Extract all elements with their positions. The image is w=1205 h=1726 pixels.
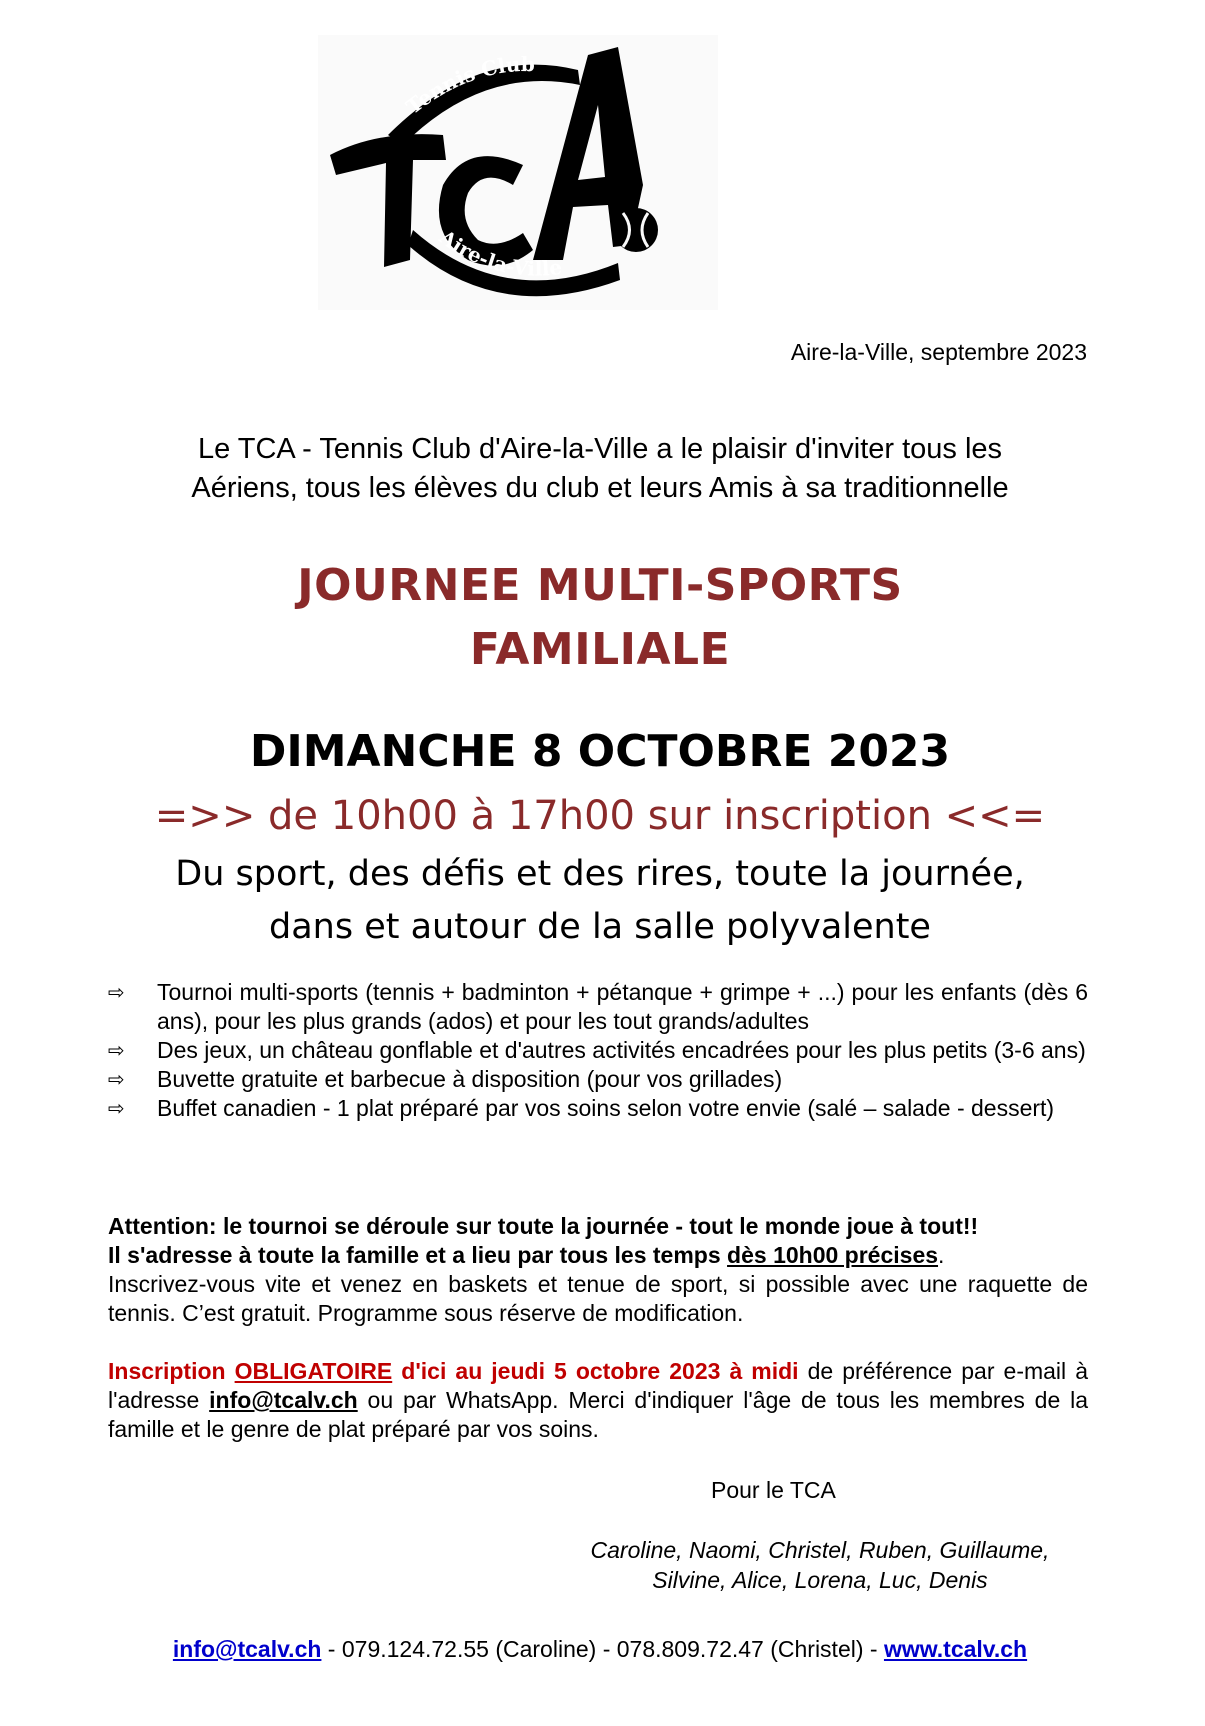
list-item	[108, 1094, 1088, 1123]
event-hours: =>> de 10h00 à 17h00 sur inscription <<=	[154, 793, 1046, 839]
event-title-line-2: FAMILIALE	[469, 624, 731, 675]
list-item	[108, 1036, 1088, 1065]
subtitle-line-1: Du sport, des défis et des rires, toute la journée,	[175, 854, 1025, 894]
date-line: Aire-la-Ville, septembre 2023	[790, 339, 1087, 365]
deadline-text: d'ici au jeudi 5 octobre 2023 à midi	[392, 1358, 799, 1384]
attention-line-2: Il s'adresse à toute la famille et a lieu par tous les temps	[108, 1242, 728, 1268]
arrow-icon: ⇨	[108, 1038, 125, 1062]
footer-email-link[interactable]: info@tcalv.ch	[172, 1636, 322, 1662]
intro-paragraph	[100, 430, 1100, 508]
arrow-icon: ⇨	[108, 1067, 125, 1091]
start-time-emphasis: dès 10h00 précises	[727, 1242, 939, 1268]
inscription-text-a: de préférence par e-mail à l'adresse	[108, 1358, 1088, 1413]
footer-contact	[100, 1636, 1100, 1663]
list-item-text: Buffet canadien - 1 plat préparé par vos soins selon votre envie (salé – salade - dessert)	[157, 1095, 1055, 1121]
signature-line-2: Silvine, Alice, Lorena, Luc, Denis	[652, 1567, 988, 1593]
closing-line: Pour le TCA	[711, 1477, 836, 1503]
mandatory-label: OBLIGATOIRE	[234, 1358, 393, 1384]
attention-details: Inscrivez-vous vite et venez en baskets et tenue de sport, si possible avec une raquette de tennis. C’est gratuit. Programme sous réserve de modification.	[108, 1271, 1088, 1326]
inscription-text-b: ou par WhatsApp. Merci d'indiquer l'âge de tous les membres de la famille et le genre de plat préparé par vos soins.	[108, 1387, 1088, 1442]
club-logo	[318, 35, 718, 310]
subtitle-line-2: dans et autour de la salle polyvalente	[269, 907, 931, 947]
logo-top-text: Tennis Club	[401, 52, 536, 119]
inscription-paragraph	[108, 1357, 1088, 1444]
inscription-label: Inscription	[108, 1358, 235, 1384]
list-item-text: Buvette gratuite et barbecue à disposition (pour vos grillades)	[157, 1066, 783, 1092]
list-item	[108, 1065, 1088, 1094]
list-item-text: Tournoi multi-sports (tennis + badminton + pétanque + grimpe + ...) pour les enfants (dès 6 ans), pour les plus grands (ados) et pour les tout grands/adultes	[157, 979, 1088, 1034]
intro-line-2: Aériens, tous les élèves du club et leurs Amis à sa traditionnelle	[191, 472, 1009, 504]
footer-phones: - 079.124.72.55 (Caroline) - 078.809.72.47 (Christel) -	[321, 1636, 884, 1662]
activity-list	[108, 978, 1088, 1123]
tca-logo-graphic	[318, 35, 718, 310]
event-subtitle	[100, 848, 1100, 954]
logo-bottom-text: Aire-la-Ville	[435, 224, 564, 281]
arrow-icon: ⇨	[108, 980, 125, 1004]
footer-website-link[interactable]: www.tcalv.ch	[883, 1636, 1028, 1662]
list-item-text: Des jeux, un château gonflable et d'autres activités encadrées pour les plus petits (3-6 ans)	[157, 1037, 1086, 1063]
contact-email-link[interactable]: info@tcalv.ch	[209, 1387, 358, 1413]
event-date: DIMANCHE 8 OCTOBRE 2023	[249, 726, 951, 777]
list-item	[108, 978, 1088, 1036]
attention-paragraph	[108, 1212, 1088, 1328]
signature-line-1: Caroline, Naomi, Christel, Ruben, Guillaume,	[590, 1537, 1050, 1563]
signatures	[540, 1535, 1100, 1595]
attention-line-2-end: .	[938, 1242, 945, 1268]
intro-line-1: Le TCA - Tennis Club d'Aire-la-Ville a le plaisir d'inviter tous les	[197, 433, 1003, 465]
attention-line-1: Attention: le tournoi se déroule sur toute la journée - tout le monde joue à tout!!	[108, 1213, 979, 1239]
svg-text:Tennis Club	[402, 52, 535, 119]
arrow-icon: ⇨	[108, 1096, 125, 1120]
event-title-line-1: JOURNEE MULTI-SPORTS	[297, 560, 903, 611]
